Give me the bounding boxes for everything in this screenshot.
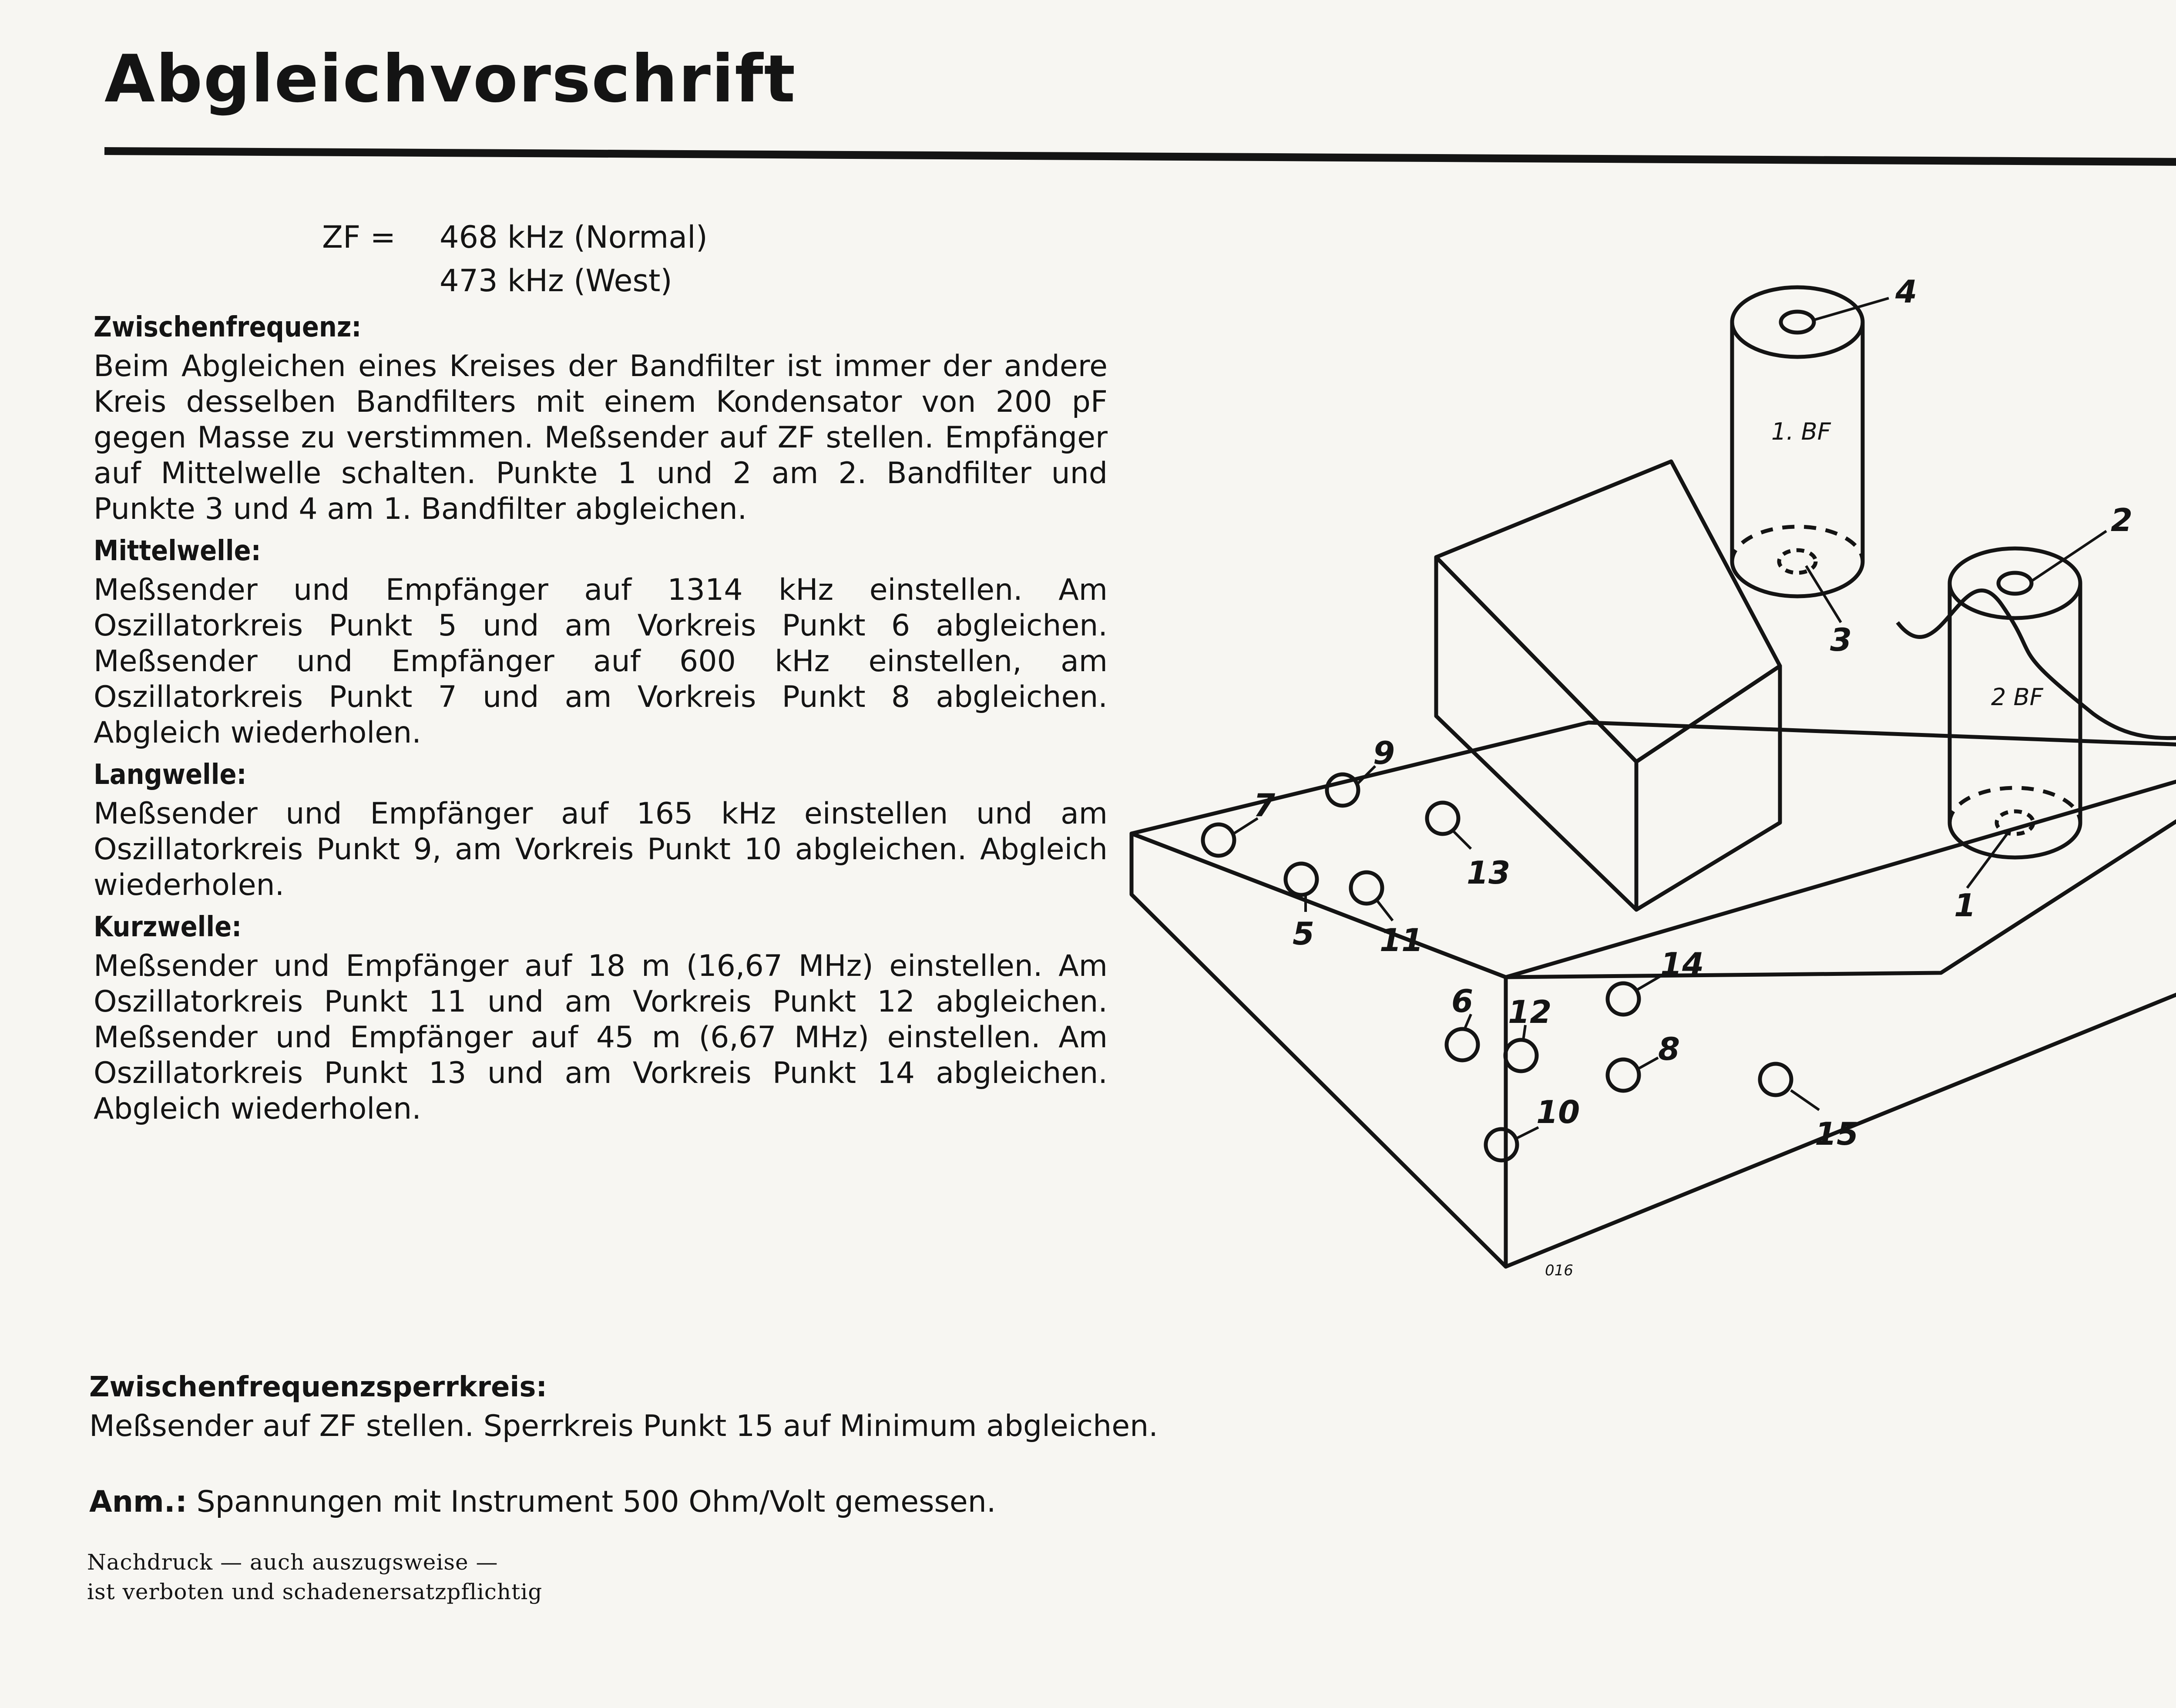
section-text: Meßsender und Empfänger auf 165 kHz einstellen und am Oszillatorkreis Punkt 9, am Vorkreis Punkt 10 abgleichen. Abgleich wiederholen. xyxy=(94,797,1108,902)
section-heading: Kurzwelle: xyxy=(94,911,242,943)
trim-point-15 xyxy=(1760,1064,1791,1095)
zf-row-2 xyxy=(322,259,708,303)
point-label-10: 10 xyxy=(1536,1094,1580,1130)
section-zwischenfrequenz xyxy=(94,311,1108,527)
chassis-top-face xyxy=(1132,723,2176,977)
footer-copyright xyxy=(87,1547,542,1607)
section-heading: Zwischenfrequenz: xyxy=(94,311,362,343)
section-text: Beim Abgleichen eines Kreises der Bandfilter ist immer der andere Kreis desselben Bandfilters mit einem Kondensator von 200 pF gegen Masse zu verstimmen. Meßsender auf ZF stellen. Empfänger auf Mittelwelle schalten. Punkte 1 und 2 am 2. Bandfilter und Punkte 3 und 4 am 1. Bandfilter abgleichen. xyxy=(94,349,1108,526)
zf-value-west: 473 kHz (West) xyxy=(440,263,672,299)
footer-line-1: Nachdruck — auch auszugsweise — xyxy=(87,1550,498,1575)
section-sperrkreis xyxy=(89,1371,1438,1444)
title-rule xyxy=(104,147,2176,167)
page-title: Abgleichvorschrift xyxy=(104,41,796,117)
bandfilter-2-top xyxy=(1950,548,2080,618)
section-heading: Zwischenfrequenzsperrkreis: xyxy=(89,1371,547,1403)
footer-line-2: ist verboten und schadenersatzpflichtig xyxy=(87,1579,543,1604)
zf-label: ZF = xyxy=(322,219,396,255)
chassis-diagram xyxy=(1114,244,2176,1334)
bandfilter-1-label: 1. BF xyxy=(1771,418,1831,445)
point-label-14: 14 xyxy=(1660,946,1704,982)
section-text: Meßsender und Empfänger auf 1314 kHz einstellen. Am Oszillatorkreis Punkt 5 und am Vorkreis Punkt 6 abgleichen. Meßsender und Empfänger auf 600 kHz einstellen, am Oszillatorkreis Punkt 7 und am Vorkreis Punkt 8 abgleichen. Abgleich wiederholen. xyxy=(94,573,1108,750)
point-label-4: 4 xyxy=(1895,273,1917,310)
point-label-13: 13 xyxy=(1467,854,1511,891)
point-label-7: 7 xyxy=(1253,787,1276,824)
box-component-side xyxy=(1636,666,1780,910)
section-langwelle xyxy=(94,759,1108,903)
trim-point-5 xyxy=(1286,864,1317,895)
zf-value-normal: 468 kHz (Normal) xyxy=(440,219,708,255)
note-text: Spannungen mit Instrument 500 Ohm/Volt gemessen. xyxy=(196,1485,996,1519)
chassis-side-face xyxy=(1506,749,2176,1267)
section-text: Meßsender und Empfänger auf 18 m (16,67 MHz) einstellen. Am Oszillatorkreis Punkt 11 und am Vorkreis Punkt 12 abgleichen. Meßsender und Empfänger auf 45 m (6,67 MHz) einstellen. Am Oszillatorkreis Punkt 13 und am Vorkreis Punkt 14 abgleichen. Abgleich wiederholen. xyxy=(94,949,1108,1126)
zf-row-1 xyxy=(322,215,708,259)
trim-point-11 xyxy=(1351,872,1382,904)
point-label-2: 2 xyxy=(2111,502,2133,538)
zf-block xyxy=(322,215,708,303)
point-label-1: 1 xyxy=(1954,887,1976,924)
note-label: Anm.: xyxy=(89,1485,187,1519)
note xyxy=(89,1484,1438,1520)
trim-point-13 xyxy=(1427,803,1458,834)
drawing-code: 016 xyxy=(1545,1262,1573,1279)
bandfilter-1-top xyxy=(1732,287,1863,357)
instructions-column xyxy=(94,311,1108,1135)
trim-point-10 xyxy=(1486,1129,1517,1160)
point-label-8: 8 xyxy=(1658,1031,1680,1067)
section-heading: Mittelwelle: xyxy=(94,535,261,567)
trim-point-7 xyxy=(1203,824,1234,856)
point-label-15: 15 xyxy=(1815,1116,1859,1152)
trim-point-8 xyxy=(1608,1059,1639,1091)
point-label-3: 3 xyxy=(1830,622,1852,658)
bandfilter-2-label: 2 BF xyxy=(1991,683,2043,711)
section-text: Meßsender auf ZF stellen. Sperrkreis Punkt 15 auf Minimum abgleichen. xyxy=(89,1409,1158,1443)
point-label-9: 9 xyxy=(1373,735,1395,771)
section-kurzwelle xyxy=(94,911,1108,1127)
point-label-5: 5 xyxy=(1293,915,1315,952)
trim-point-12 xyxy=(1505,1040,1537,1071)
point-label-12: 12 xyxy=(1508,994,1552,1030)
section-heading: Langwelle: xyxy=(94,759,247,791)
trim-point-14 xyxy=(1608,983,1639,1015)
point-label-11: 11 xyxy=(1380,922,1424,958)
section-mittelwelle xyxy=(94,535,1108,751)
point-label-6: 6 xyxy=(1451,983,1474,1019)
trim-point-6 xyxy=(1447,1029,1478,1060)
trim-point-9 xyxy=(1327,774,1358,806)
